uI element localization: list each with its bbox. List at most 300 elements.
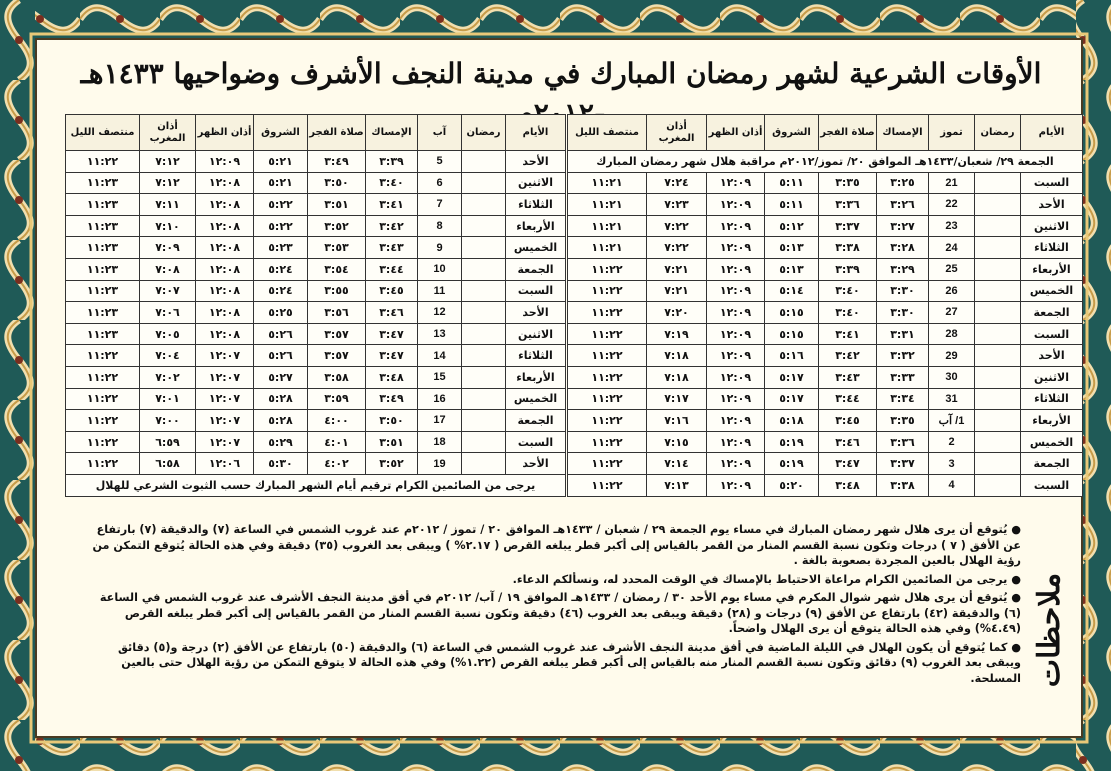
table-row	[568, 194, 1083, 216]
cell-maghrib: ٧:١٩	[647, 323, 707, 345]
cell-ramadan	[975, 258, 1021, 280]
cell-sunrise: ٥:١٤	[765, 280, 819, 302]
cell-sunrise: ٥:١٥	[765, 323, 819, 345]
cell-sunrise: ٥:٢١	[254, 151, 308, 173]
cell-dhuhr: ١٢:٠٨	[196, 194, 254, 216]
cell-day: الاثنين	[506, 323, 566, 345]
cell-midnight: ١١:٢٣	[66, 302, 140, 324]
cell-maghrib: ٧:٢٢	[647, 237, 707, 259]
cell-imsak: ٣:٣٠	[877, 302, 929, 324]
cell-ramadan	[975, 366, 1021, 388]
note-text: كما يُتوقع أن يكون الهلال في الليلة الماضية في أفق مدينة النجف الأشرف عند غروب الشمس في الساعة (٦) والدقيقة (٥٠) بارتفاع عن الأفق (٢) درجة و(٥) دقائق ويبقى بعد الغروب (٩) دقائق وتكون نسبة القسم المنار منه بالقياس إلى أكبر قطر يبلغه القرص (١.٢٢%) وفي هذه الحالة لا يتوقع التمكن من رؤية الهلال حتى بالعين المسلحة.	[117, 640, 1021, 685]
cell-day: الجمعة	[1021, 453, 1083, 475]
cell-dhuhr: ١٢:٠٩	[707, 172, 765, 194]
page-title: الأوقات الشرعية لشهر رمضان المبارك في مدينة النجف الأشرف وضواحيها ١٤٣٣هـ	[80, 57, 1042, 90]
table-row	[568, 474, 1083, 496]
cell-fajr: ٣:٣٧	[819, 215, 877, 237]
cell-ramadan	[462, 258, 506, 280]
table-row	[568, 237, 1083, 259]
cell-sunrise: ٥:١٩	[765, 453, 819, 475]
cell-imsak: ٣:٢٥	[877, 172, 929, 194]
cell-ramadan	[975, 431, 1021, 453]
cell-day: الأحد	[1021, 345, 1083, 367]
table-row	[568, 215, 1083, 237]
cell-ramadan	[975, 410, 1021, 432]
cell-month: 28	[929, 323, 975, 345]
cell-maghrib: ٦:٥٨	[140, 453, 196, 475]
cell-ramadan	[975, 237, 1021, 259]
header-maghrib: أذان المغرب	[647, 115, 707, 151]
cell-day: الجمعة	[1021, 302, 1083, 324]
header-midnight: منتصف الليل	[66, 115, 140, 151]
table-row	[66, 194, 566, 216]
cell-maghrib: ٧:٠٤	[140, 345, 196, 367]
header-ramadan: رمضان	[975, 115, 1021, 151]
table-row	[66, 388, 566, 410]
table-row	[66, 215, 566, 237]
cell-dhuhr: ١٢:٠٨	[196, 215, 254, 237]
cell-maghrib: ٧:٠٨	[140, 258, 196, 280]
cell-maghrib: ٧:٢٠	[647, 302, 707, 324]
table-header-row	[66, 115, 566, 151]
cell-sunrise: ٥:٢٩	[254, 431, 308, 453]
cell-midnight: ١١:٢٢	[568, 323, 647, 345]
cell-maghrib: ٦:٥٩	[140, 431, 196, 453]
cell-fajr: ٣:٥٩	[308, 388, 366, 410]
cell-ramadan	[975, 345, 1021, 367]
cell-dhuhr: ١٢:٠٧	[196, 345, 254, 367]
header-ramadan: رمضان	[462, 115, 506, 151]
cell-day: الاثنين	[506, 172, 566, 194]
cell-midnight: ١١:٢٣	[66, 194, 140, 216]
cell-month: 13	[418, 323, 462, 345]
cell-sunrise: ٥:١٨	[765, 410, 819, 432]
cell-imsak: ٣:٣٣	[877, 366, 929, 388]
cell-day: الثلاثاء	[506, 345, 566, 367]
table-row	[66, 453, 566, 475]
cell-fajr: ٣:٥٠	[308, 172, 366, 194]
cell-dhuhr: ١٢:٠٩	[196, 151, 254, 173]
cell-day: السبت	[506, 280, 566, 302]
cell-midnight: ١١:٢١	[568, 172, 647, 194]
cell-midnight: ١١:٢٣	[66, 237, 140, 259]
table-row	[568, 431, 1083, 453]
cell-ramadan	[462, 388, 506, 410]
cell-maghrib: ٧:٠٢	[140, 366, 196, 388]
cell-sunrise: ٥:٢٣	[254, 237, 308, 259]
cell-maghrib: ٧:٠٠	[140, 410, 196, 432]
cell-maghrib: ٧:٢١	[647, 258, 707, 280]
cell-month: 3	[929, 453, 975, 475]
cell-imsak: ٣:٣٢	[877, 345, 929, 367]
cell-month: 15	[418, 366, 462, 388]
cell-maghrib: ٧:٢١	[647, 280, 707, 302]
table-row	[66, 431, 566, 453]
cell-month: 12	[418, 302, 462, 324]
cell-midnight: ١١:٢٢	[568, 345, 647, 367]
table-row	[568, 258, 1083, 280]
cell-fajr: ٣:٤٥	[819, 410, 877, 432]
cell-day: الخميس	[1021, 431, 1083, 453]
cell-month: 11	[418, 280, 462, 302]
cell-sunrise: ٥:١٣	[765, 237, 819, 259]
cell-sunrise: ٥:٢٦	[254, 345, 308, 367]
cell-ramadan	[462, 345, 506, 367]
cell-day: السبت	[1021, 474, 1083, 496]
table-row	[66, 172, 566, 194]
cell-imsak: ٣:٣٨	[877, 474, 929, 496]
schedule-panel	[35, 38, 1083, 738]
cell-ramadan	[975, 215, 1021, 237]
cell-sunrise: ٥:١٢	[765, 215, 819, 237]
cell-ramadan	[462, 323, 506, 345]
cell-midnight: ١١:٢٣	[66, 323, 140, 345]
note-item: ● يرجى من الصائمين الكرام مراعاة الاحتياط بالإمساك في الوقت المحدد له، ونسألكم الدعاء.	[512, 572, 1021, 586]
cell-fajr: ٣:٤٢	[819, 345, 877, 367]
note-text: يرجى من الصائمين الكرام مراعاة الاحتياط بالإمساك في الوقت المحدد له، ونسألكم الدعاء.	[512, 572, 1008, 586]
cell-sunrise: ٥:٢٧	[254, 366, 308, 388]
cell-midnight: ١١:٢٢	[66, 366, 140, 388]
cell-dhuhr: ١٢:٠٨	[196, 280, 254, 302]
cell-midnight: ١١:٢٢	[568, 302, 647, 324]
cell-midnight: ١١:٢٢	[568, 366, 647, 388]
cell-sunrise: ٥:٢٨	[254, 388, 308, 410]
cell-maghrib: ٧:١٥	[647, 431, 707, 453]
table-row	[66, 366, 566, 388]
cell-dhuhr: ١٢:٠٧	[196, 410, 254, 432]
cell-fajr: ٣:٤٩	[308, 151, 366, 173]
table-row	[568, 323, 1083, 345]
cell-sunrise: ٥:٢٤	[254, 258, 308, 280]
cell-fajr: ٣:٥١	[308, 194, 366, 216]
note-item: ● يُتوقع أن يرى هلال شهر رمضان المبارك في مساء يوم الجمعة ٢٩ / شعبان / ١٤٣٣هـ الموافق ٢٠ / تموز / ٢٠١٢م عند غروب الشمس في الساعة (٧) والدقيقة (٧) بارتفاع عن الأفق ( ٧ ) درجات وتكون نسبة القسم المنار من القمر بالقياس إلى أكبر قطر يبلغه القرص ( ٢.١٧% ) ويبقى بعد الغروب (٣٥) دقيقة وفي هذه الحالة يُتوقع التمكن من رؤية الهلال بالعين المجردة بصعوبة بالغة .	[92, 523, 1021, 567]
cell-month: 23	[929, 215, 975, 237]
table-row	[568, 172, 1083, 194]
cell-sunrise: ٥:٢٤	[254, 280, 308, 302]
cell-dhuhr: ١٢:٠٩	[707, 194, 765, 216]
cell-month: 6	[418, 172, 462, 194]
cell-fajr: ٣:٤٦	[819, 431, 877, 453]
cell-day: الجمعة	[506, 410, 566, 432]
cell-month: 16	[418, 388, 462, 410]
cell-month: 21	[929, 172, 975, 194]
cell-day: الأحد	[1021, 194, 1083, 216]
cell-imsak: ٣:٣٥	[877, 410, 929, 432]
table-row	[66, 410, 566, 432]
cell-day: الأحد	[506, 302, 566, 324]
header-maghrib: أذان المغرب	[140, 115, 196, 151]
cell-midnight: ١١:٢٢	[568, 431, 647, 453]
cell-maghrib: ٧:١٧	[647, 388, 707, 410]
table-row	[568, 453, 1083, 475]
cell-maghrib: ٧:١٢	[140, 172, 196, 194]
cell-midnight: ١١:٢٢	[568, 280, 647, 302]
cell-midnight: ١١:٢٢	[66, 453, 140, 475]
cell-day: الخميس	[1021, 280, 1083, 302]
table-row	[66, 474, 566, 496]
cell-dhuhr: ١٢:٠٧	[196, 366, 254, 388]
cell-dhuhr: ١٢:٠٧	[196, 431, 254, 453]
cell-ramadan	[462, 172, 506, 194]
cell-dhuhr: ١٢:٠٩	[707, 215, 765, 237]
table-row	[568, 151, 1083, 173]
table-row	[66, 151, 566, 173]
cell-midnight: ١١:٢١	[568, 215, 647, 237]
cell-midnight: ١١:٢٢	[66, 410, 140, 432]
cell-ramadan	[975, 474, 1021, 496]
cell-fajr: ٣:٤٤	[819, 388, 877, 410]
cell-month: 27	[929, 302, 975, 324]
cell-sunrise: ٥:١١	[765, 194, 819, 216]
cell-sunrise: ٥:٢١	[254, 172, 308, 194]
header-fajr: صلاة الفجر	[819, 115, 877, 151]
cell-fajr: ٣:٤٠	[819, 280, 877, 302]
cell-day: الاثنين	[1021, 215, 1083, 237]
cell-maghrib: ٧:١٤	[647, 453, 707, 475]
table-row	[66, 302, 566, 324]
table-header-row	[568, 115, 1083, 151]
header-imsak: الإمساك	[877, 115, 929, 151]
cell-midnight: ١١:٢٢	[66, 151, 140, 173]
cell-ramadan	[462, 237, 506, 259]
cell-fajr: ٣:٥٦	[308, 302, 366, 324]
cell-month: 14	[418, 345, 462, 367]
cell-day: الأربعاء	[506, 366, 566, 388]
cell-midnight: ١١:٢٢	[568, 388, 647, 410]
left-timetable	[65, 114, 566, 497]
cell-imsak: ٣:٣١	[877, 323, 929, 345]
cell-dhuhr: ١٢:٠٩	[707, 302, 765, 324]
cell-fajr: ٤:٠٠	[308, 410, 366, 432]
cell-day: الأربعاء	[506, 215, 566, 237]
cell-sunrise: ٥:٢٢	[254, 194, 308, 216]
cell-sunrise: ٥:٢٥	[254, 302, 308, 324]
cell-dhuhr: ١٢:٠٦	[196, 453, 254, 475]
cell-fajr: ٣:٥٧	[308, 323, 366, 345]
cell-dhuhr: ١٢:٠٩	[707, 410, 765, 432]
header-imsak: الإمساك	[366, 115, 418, 151]
cell-imsak: ٣:٤٣	[366, 237, 418, 259]
cell-sunrise: ٥:١١	[765, 172, 819, 194]
cell-ramadan	[462, 410, 506, 432]
table-row	[568, 280, 1083, 302]
cell-dhuhr: ١٢:٠٧	[196, 388, 254, 410]
cell-dhuhr: ١٢:٠٨	[196, 302, 254, 324]
cell-maghrib: ٧:٠٩	[140, 237, 196, 259]
cell-ramadan	[975, 302, 1021, 324]
table-row	[66, 258, 566, 280]
cell-maghrib: ٧:١٦	[647, 410, 707, 432]
header-sunrise: الشروق	[254, 115, 308, 151]
cell-fajr: ٣:٣٨	[819, 237, 877, 259]
cell-midnight: ١١:٢٢	[568, 410, 647, 432]
cell-maghrib: ٧:٢٤	[647, 172, 707, 194]
header-midnight: منتصف الليل	[568, 115, 647, 151]
cell-ramadan	[462, 280, 506, 302]
cell-midnight: ١١:٢٣	[66, 280, 140, 302]
cell-fajr: ٣:٥٥	[308, 280, 366, 302]
cell-fajr: ٣:٣٥	[819, 172, 877, 194]
cell-ramadan	[462, 366, 506, 388]
cell-fajr: ٣:٤٧	[819, 453, 877, 475]
header-day: الأيام	[506, 115, 566, 151]
cell-maghrib: ٧:٠٥	[140, 323, 196, 345]
cell-midnight: ١١:٢٢	[568, 474, 647, 496]
cell-ramadan	[975, 280, 1021, 302]
cell-maghrib: ٧:١٨	[647, 345, 707, 367]
cell-month: 31	[929, 388, 975, 410]
header-month: تموز	[929, 115, 975, 151]
cell-imsak: ٣:٥٠	[366, 410, 418, 432]
cell-fajr: ٣:٥٢	[308, 215, 366, 237]
cell-month: 22	[929, 194, 975, 216]
table-row	[66, 280, 566, 302]
notes-label-text: ملاحظات	[1032, 572, 1067, 688]
cell-day: الأحد	[506, 151, 566, 173]
cell-sunrise: ٥:٣٠	[254, 453, 308, 475]
table-row	[568, 388, 1083, 410]
table-row	[568, 345, 1083, 367]
cell-imsak: ٣:٤٨	[366, 366, 418, 388]
cell-imsak: ٣:٥١	[366, 431, 418, 453]
cell-sunrise: ٥:١٦	[765, 345, 819, 367]
cell-dhuhr: ١٢:٠٨	[196, 172, 254, 194]
cell-imsak: ٣:٤٩	[366, 388, 418, 410]
cell-day: الثلاثاء	[506, 194, 566, 216]
cell-month: 10	[418, 258, 462, 280]
cell-month: 18	[418, 431, 462, 453]
table-row	[568, 410, 1083, 432]
cell-imsak: ٣:٢٧	[877, 215, 929, 237]
cell-ramadan	[462, 453, 506, 475]
cell-maghrib: ٧:٠١	[140, 388, 196, 410]
cell-month: 1/ آب	[929, 410, 975, 432]
header-day: الأيام	[1021, 115, 1083, 151]
cell-imsak: ٣:٢٨	[877, 237, 929, 259]
cell-sunrise: ٥:٢٦	[254, 323, 308, 345]
cell-ramadan	[975, 323, 1021, 345]
cell-midnight: ١١:٢٢	[568, 453, 647, 475]
cell-month: 26	[929, 280, 975, 302]
cell-dhuhr: ١٢:٠٩	[707, 280, 765, 302]
table-row	[568, 302, 1083, 324]
cell-month: 9	[418, 237, 462, 259]
cell-day: السبت	[1021, 172, 1083, 194]
header-sunrise: الشروق	[765, 115, 819, 151]
cell-maghrib: ٧:٢٣	[647, 194, 707, 216]
table-row	[66, 237, 566, 259]
cell-maghrib: ٧:١١	[140, 194, 196, 216]
cell-dhuhr: ١٢:٠٩	[707, 323, 765, 345]
cell-dhuhr: ١٢:٠٩	[707, 453, 765, 475]
cell-imsak: ٣:٤٧	[366, 323, 418, 345]
cell-maghrib: ٧:٠٧	[140, 280, 196, 302]
cell-day: الثلاثاء	[1021, 237, 1083, 259]
cell-midnight: ١١:٢١	[568, 194, 647, 216]
cell-ramadan	[462, 151, 506, 173]
cell-dhuhr: ١٢:٠٩	[707, 474, 765, 496]
cell-midnight: ١١:٢٢	[66, 431, 140, 453]
cell-ramadan	[975, 388, 1021, 410]
cell-midnight: ١١:٢٢	[66, 345, 140, 367]
cell-sunrise: ٥:٢٨	[254, 410, 308, 432]
table-row	[66, 323, 566, 345]
cell-maghrib: ٧:١٢	[140, 151, 196, 173]
cell-day: الأربعاء	[1021, 410, 1083, 432]
cell-midnight: ١١:٢٣	[66, 215, 140, 237]
cell-maghrib: ٧:١٨	[647, 366, 707, 388]
note-item: ● يُتوقع أن يرى هلال شهر شوال المكرم في مساء يوم الأحد ٣٠ / رمضان / ١٤٣٣هـ الموافق ١٩ / آب/ ٢٠١٢م في أفق مدينة النجف الأشرف عند غروب الشمس في الساعة (٦) والدقيقة (٤٢) بارتفاع عن الأفق (٩) درجات و (٢٨) دقيقة ويبقى بعد الغروب (٤٦) دقيقة وتكون نسبة القسم المنار من القمر بالقياس إلى أكبر قطر يبلغه القرص (٤.٤٩%) وفي هذه الحالة يتوقع أن يرى الهلال واضحاً.	[99, 591, 1021, 635]
cell-imsak: ٣:٣٧	[877, 453, 929, 475]
cell-sunrise: ٥:٢٢	[254, 215, 308, 237]
cell-imsak: ٣:٤٧	[366, 345, 418, 367]
cell-dhuhr: ١٢:٠٨	[196, 323, 254, 345]
cell-fajr: ٤:٠٢	[308, 453, 366, 475]
cell-midnight: ١١:٢١	[568, 237, 647, 259]
cell-fajr: ٣:٤٨	[819, 474, 877, 496]
header-dhuhr: أذان الظهر	[707, 115, 765, 151]
cell-sunrise: ٥:١٧	[765, 388, 819, 410]
cell-sunrise: ٥:١٩	[765, 431, 819, 453]
cell-sunrise: ٥:١٥	[765, 302, 819, 324]
cell-fajr: ٤:٠١	[308, 431, 366, 453]
cell-day: الأحد	[506, 453, 566, 475]
cell-ramadan	[462, 215, 506, 237]
cell-sunrise: ٥:١٧	[765, 366, 819, 388]
cell-dhuhr: ١٢:٠٩	[707, 258, 765, 280]
cell-month: 2	[929, 431, 975, 453]
cell-dhuhr: ١٢:٠٩	[707, 431, 765, 453]
cell-imsak: ٣:٤٦	[366, 302, 418, 324]
cell-sunrise: ٥:٢٠	[765, 474, 819, 496]
cell-ramadan	[975, 453, 1021, 475]
cell-ramadan	[462, 431, 506, 453]
cell-dhuhr: ١٢:٠٨	[196, 237, 254, 259]
cell-imsak: ٣:٥٢	[366, 453, 418, 475]
cell-ramadan	[975, 194, 1021, 216]
cell-month: 29	[929, 345, 975, 367]
table-row	[568, 366, 1083, 388]
cell-month: 4	[929, 474, 975, 496]
cell-fajr: ٣:٤٠	[819, 302, 877, 324]
cell-fajr: ٣:٤١	[819, 323, 877, 345]
cell-month: 17	[418, 410, 462, 432]
header-dhuhr: أذان الظهر	[196, 115, 254, 151]
notes-label	[1027, 540, 1075, 720]
cell-month: 30	[929, 366, 975, 388]
notes-section	[81, 522, 1021, 689]
cell-fajr: ٣:٥٨	[308, 366, 366, 388]
cell-imsak: ٣:٤٠	[366, 172, 418, 194]
cell-midnight: ١١:٢٣	[66, 172, 140, 194]
cell-midnight: ١١:٢٢	[568, 258, 647, 280]
cell-imsak: ٣:٢٩	[877, 258, 929, 280]
cell-fajr: ٣:٥٧	[308, 345, 366, 367]
cell-fajr: ٣:٥٤	[308, 258, 366, 280]
cell-fajr: ٣:٣٩	[819, 258, 877, 280]
cell-day: السبت	[506, 431, 566, 453]
note-text: يُتوقع أن يرى هلال شهر شوال المكرم في مساء يوم الأحد ٣٠ / رمضان / ١٤٣٣هـ الموافق ١٩ / آب/ ٢٠١٢م في أفق مدينة النجف الأشرف عند غروب الشمس في الساعة (٦) والدقيقة (٤٢) بارتفاع عن الأفق (٩) درجات و (٢٨) دقيقة ويبقى بعد الغروب (٤٦) دقيقة وتكون نسبة القسم المنار من القمر بالقياس إلى أكبر قطر يبلغه القرص (٤.٤٩%) وفي هذه الحالة يتوقع أن يرى الهلال واضحاً.	[99, 591, 1021, 635]
cell-imsak: ٣:٤٥	[366, 280, 418, 302]
note-item: ● كما يُتوقع أن يكون الهلال في الليلة الماضية في أفق مدينة النجف الأشرف عند غروب الشمس في الساعة (٦) والدقيقة (٥٠) بارتفاع عن الأفق (٢) درجة و(٥) دقائق ويبقى بعد الغروب (٩) دقائق وتكون نسبة القسم المنار منه بالقياس إلى أكبر قطر يبلغه القرص (١.٢٢%) وفي هذه الحالة لا يتوقع التمكن من رؤية الهلال حتى بالعين المسلحة.	[117, 640, 1021, 685]
cell-month: 8	[418, 215, 462, 237]
cell-sunrise: ٥:١٣	[765, 258, 819, 280]
cell-dhuhr: ١٢:٠٩	[707, 345, 765, 367]
cell-month: 5	[418, 151, 462, 173]
cell-day: الخميس	[506, 237, 566, 259]
cell-day: السبت	[1021, 323, 1083, 345]
cell-day: الاثنين	[1021, 366, 1083, 388]
